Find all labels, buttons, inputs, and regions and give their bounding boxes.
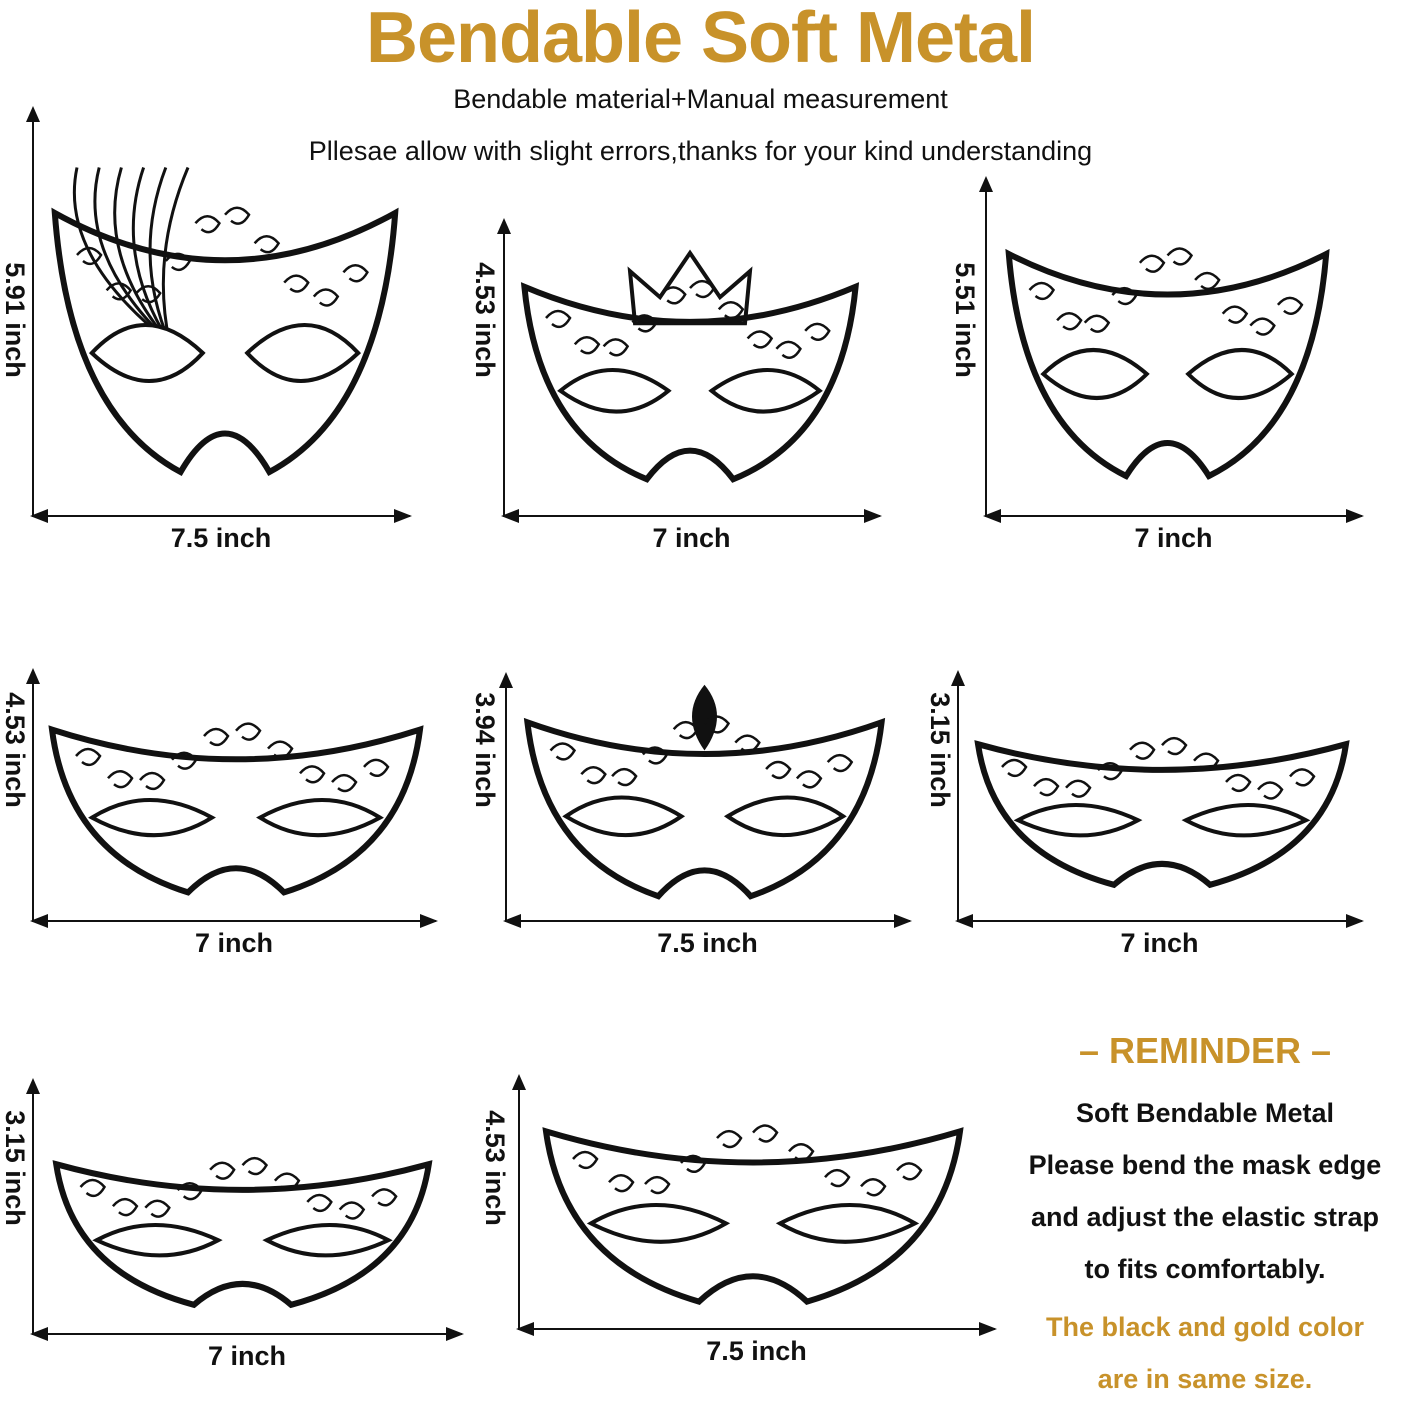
- height-label: 4.53 inch: [470, 262, 500, 378]
- width-label: 7 inch: [1134, 523, 1213, 553]
- width-label: 7 inch: [652, 523, 731, 553]
- width-arrow: [503, 515, 880, 517]
- width-arrow: [518, 1328, 995, 1330]
- height-arrow: [32, 1082, 34, 1333]
- height-label: 5.51 inch: [950, 262, 980, 378]
- width-label: 7 inch: [207, 1341, 287, 1371]
- arrow-head-icon: [979, 176, 993, 192]
- page-title: Bendable Soft Metal: [365, 0, 1036, 78]
- lace-icon: [528, 1090, 978, 1320]
- reminder-note: are in same size.: [1097, 1364, 1313, 1394]
- arrow-head-icon: [979, 1322, 997, 1336]
- arrow-head-icon: [30, 1327, 48, 1341]
- arrow-head-icon: [864, 509, 882, 523]
- reminder-line: to fits comfortably.: [1084, 1254, 1326, 1284]
- height-arrow: [505, 676, 507, 920]
- width-arrow: [505, 920, 910, 922]
- reminder-line: and adjust the elastic strap: [1030, 1202, 1380, 1232]
- arrow-head-icon: [499, 672, 513, 688]
- crown-icon: [510, 240, 870, 500]
- width-label: 7.5 inch: [170, 523, 272, 553]
- arrow-head-icon: [501, 509, 519, 523]
- width-label: 7 inch: [1120, 928, 1199, 958]
- height-label: 4.53 inch: [0, 692, 30, 808]
- arrow-head-icon: [512, 1074, 526, 1090]
- width-arrow: [32, 515, 410, 517]
- height-label: 3.15 inch: [925, 692, 955, 808]
- width-label: 7 inch: [194, 928, 274, 958]
- arrow-head-icon: [394, 509, 412, 523]
- height-label: 5.91 inch: [0, 262, 30, 378]
- height-arrow: [32, 110, 34, 515]
- arrow-head-icon: [30, 509, 48, 523]
- arrow-head-icon: [1346, 509, 1364, 523]
- reminder-note: The black and gold color: [1045, 1312, 1365, 1342]
- arrow-head-icon: [894, 914, 912, 928]
- peacock-icon: [40, 150, 410, 500]
- height-label: 3.94 inch: [470, 692, 500, 808]
- width-arrow: [32, 1333, 462, 1335]
- height-label: 3.15 inch: [0, 1110, 30, 1226]
- arrow-head-icon: [26, 106, 40, 122]
- swirl-icon: [962, 710, 1362, 900]
- width-label: 7.5 inch: [706, 1336, 807, 1366]
- width-arrow: [32, 920, 436, 922]
- arrow-head-icon: [497, 218, 511, 234]
- height-arrow: [32, 672, 34, 920]
- reminder-box: [1005, 1025, 1401, 1405]
- width-arrow: [957, 920, 1362, 922]
- arrow-head-icon: [446, 1327, 464, 1341]
- arrow-head-icon: [503, 914, 521, 928]
- width-arrow: [985, 515, 1362, 517]
- cat-icon: [40, 1130, 445, 1320]
- subtitle-errors: Pllesae allow with slight errors,thanks for your kind understanding: [308, 136, 1093, 166]
- reminder-line: Soft Bendable Metal: [1075, 1098, 1335, 1128]
- filigree-icon: [36, 690, 436, 910]
- height-label: 4.53 inch: [480, 1110, 510, 1226]
- fleur-icon: [512, 680, 897, 915]
- arrow-head-icon: [1346, 914, 1364, 928]
- arrow-head-icon: [30, 914, 48, 928]
- arrow-head-icon: [516, 1322, 534, 1336]
- height-arrow: [985, 180, 987, 515]
- reminder-title: – REMINDER –: [1078, 1030, 1332, 1071]
- reminder-line: Please bend the mask edge: [1028, 1150, 1382, 1180]
- height-arrow: [957, 674, 959, 920]
- arrow-head-icon: [983, 509, 1001, 523]
- height-arrow: [518, 1078, 520, 1328]
- arrow-head-icon: [420, 914, 438, 928]
- phantom-icon: [995, 200, 1340, 500]
- width-label: 7.5 inch: [657, 928, 758, 958]
- arrow-head-icon: [955, 914, 973, 928]
- height-arrow: [503, 222, 505, 515]
- subtitle-measurement: Bendable material+Manual measurement: [453, 84, 948, 114]
